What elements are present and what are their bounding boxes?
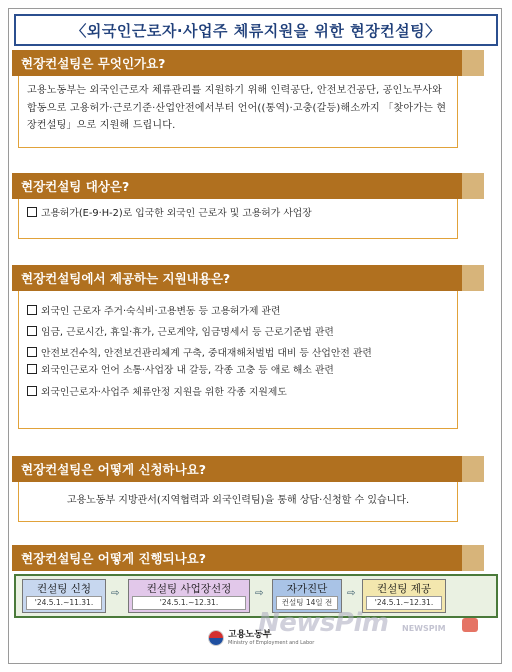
checkbox-square-icon (27, 326, 37, 336)
section-what-text: 고용노동부는 외국인근로자 체류관리를 지원하기 위해 인력공단, 안전보건공단, 공인노무사와 합동으로 고용허가·근로기준·산업안전에서부터 언어((통역)·고충(갈등)해소까지 「찾아가는 현장컨설팅」으로 지원해 드립니다. (27, 85, 447, 131)
flow-step-label: 자가진단 (286, 583, 328, 595)
section-heading-what (12, 50, 462, 76)
document-title: 〈외국인근로자·사업주 체류지원을 위한 현장컨설팅〉 (14, 14, 498, 46)
newspim-watermark-small: NEWSPIM (402, 624, 446, 633)
flow-step-label: 컨설팅 사업장선정 (146, 583, 232, 595)
list-item: 외국인근로자 언어 소통·사업장 내 갈등, 각종 고충 등 애로 해소 관련 (27, 362, 449, 379)
checkbox-square-icon (27, 364, 37, 374)
section-heading-target-label: 현장컨설팅 대상은? (21, 179, 130, 194)
section-body-what (18, 76, 458, 148)
checkbox-square-icon (27, 305, 37, 315)
checkbox-square-icon (27, 207, 37, 217)
flow-step-date: '24.5.1.~12.31. (366, 596, 442, 610)
section-heading-what-label: 현장컨설팅은 무엇인가요? (21, 56, 166, 71)
list-item: 임금, 근로시간, 휴일·휴가, 근로계약, 임금명세서 등 근로기준법 관련 (27, 324, 449, 341)
arrow-right-icon: ⇨ (111, 588, 120, 599)
section-body-target (18, 199, 458, 239)
section-heading-target (12, 173, 462, 199)
flow-step-apply (22, 579, 106, 613)
list-item: 외국인 근로자 주거·숙식비·고용변동 등 고용허가제 관련 (27, 303, 449, 320)
flow-step-date: '24.5.1.~12.31. (132, 596, 246, 610)
ministry-name: 고용노동부 (228, 630, 272, 640)
process-flow (14, 574, 498, 618)
flow-step-date: '24.5.1.~11.31. (26, 596, 102, 610)
arrow-right-icon: ⇨ (347, 588, 356, 599)
taegeuk-emblem-icon (208, 630, 224, 646)
section-body-content (18, 291, 458, 429)
section-heading-apply-label: 현장컨설팅은 어떻게 신청하나요? (21, 462, 207, 477)
section-heading-process-label: 현장컨설팅은 어떻게 진행되나요? (21, 551, 207, 566)
section-body-apply (18, 482, 458, 522)
section-heading-content (12, 265, 462, 291)
flow-step-selection (128, 579, 250, 613)
section-heading-content-label: 현장컨설팅에서 제공하는 지원내용은? (21, 271, 231, 286)
list-item: 외국인근로자·사업주 체류안정 지원을 위한 각종 지원제도 (27, 384, 449, 401)
section-apply-text: 고용노동부 지방관서(지역협력과 외국인력팀)을 통해 상담·신청할 수 있습니다. (66, 495, 410, 506)
newspim-logo-icon (462, 618, 478, 632)
flow-step-date: 컨설팅 14일 전 (276, 596, 338, 610)
section-heading-apply (12, 456, 462, 482)
list-item: 안전보건수칙, 안전보건관리체계 구축, 중대재해처벌법 대비 등 산업안전 관련 (27, 345, 449, 362)
newspim-watermark: NewsPim (258, 608, 389, 638)
checkbox-square-icon (27, 347, 37, 357)
flow-step-label: 컨설팅 제공 (376, 583, 432, 595)
checkbox-square-icon (27, 386, 37, 396)
section-heading-process (12, 545, 462, 571)
arrow-right-icon: ⇨ (255, 588, 264, 599)
flow-step-label: 컨설팅 신청 (36, 583, 92, 595)
list-item: 고용허가(E-9·H-2)로 입국한 외국인 근로자 및 고용허가 사업장 (27, 205, 449, 222)
ministry-name-en: Ministry of Employment and Labor (228, 640, 315, 646)
